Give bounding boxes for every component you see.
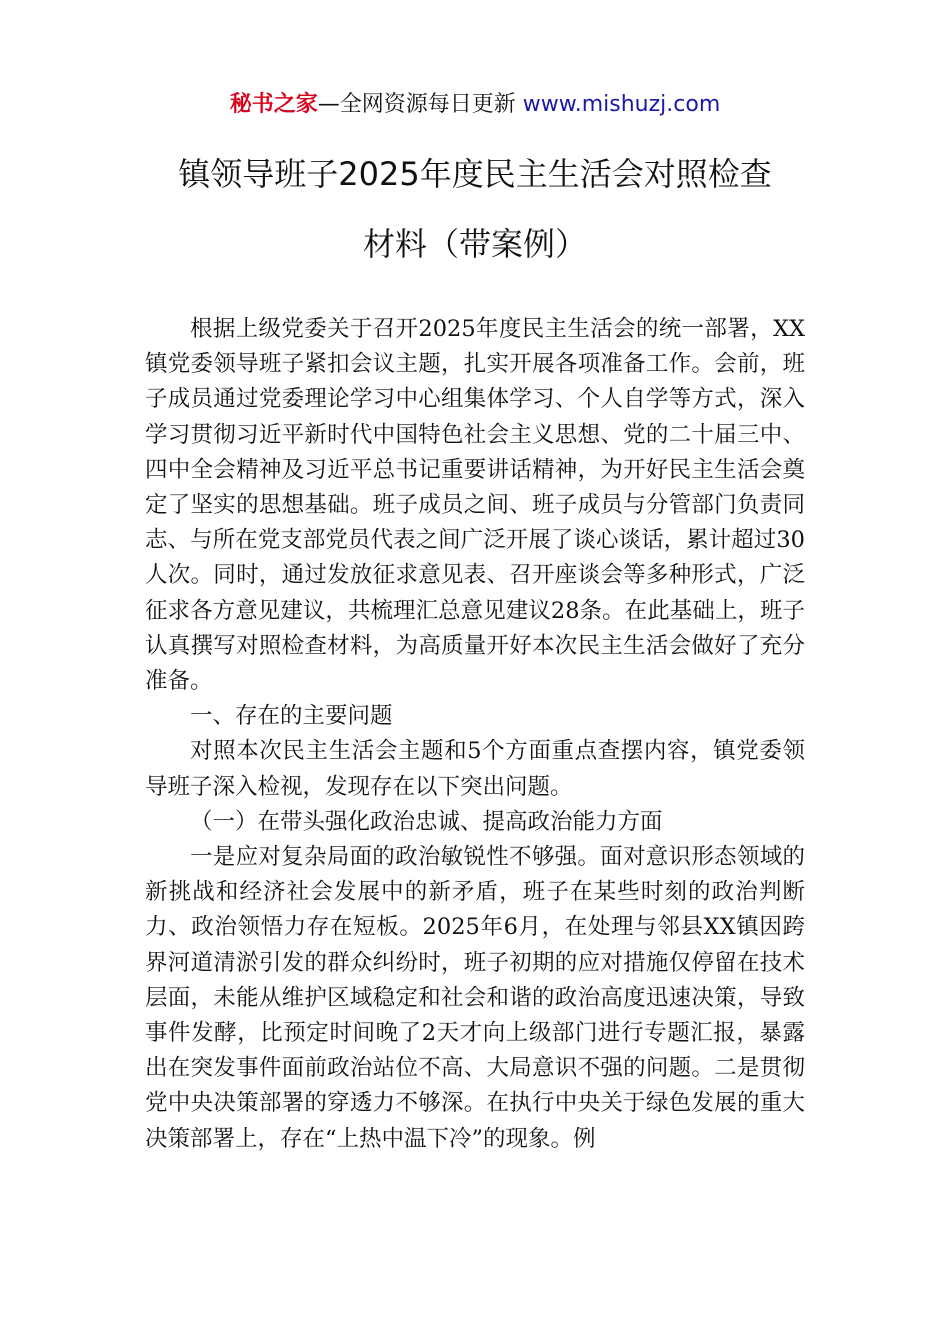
site-url-link[interactable]: www.mishuzj.com [522,92,721,117]
intro-paragraph: 根据上级党委关于召开2025年度民主生活会的统一部署，XX镇党委领导班子紧扣会议主题，扎实开展各项准备工作。会前，班子成员通过党委理论学习中心组集体学习、个人自学等方式，深入学习贯彻习近平新时代中国特色社会主义思想、党的二十届三中、四中全会精神及习近平总书记重要讲话精神，为开好民主生活会奠定了坚实的思想基础。班子成员之间、班子成员与分管部门负责同志、与所在党支部党员代表之间广泛开展了谈心谈话，累计超过30人次。同时，通过发放征求意见表、召开座谈会等多种形式，广泛征求各方意见建议，共梳理汇总意见建议28条。在此基础上，班子认真撰写对照检查材料，为高质量开好本次民主生活会做好了充分准备。 [145,316,805,695]
document-title-line-2: 材料（带案例） [362,225,587,263]
document-body [145,312,805,1157]
subsection-heading: （一）在带头强化政治忠诚、提高政治能力方面 [190,808,663,835]
brand-name: 秘书之家 [229,92,318,117]
document-title-line-1: 镇领导班子2025年度民主生活会对照检查 [178,155,772,193]
section-heading: 一、存在的主要问题 [190,703,393,730]
site-header [0,88,950,122]
section-intro-paragraph: 对照本次民主生活会主题和5个方面重点查摆内容，镇党委领导班子深入检视，发现存在以下突出问题。 [145,738,805,800]
issue-paragraph: 一是应对复杂局面的政治敏锐性不够强。面对意识形态领域的新挑战和经济社会发展中的新矛盾，班子在某些时刻的政治判断力、政治领悟力存在短板。2025年6月，在处理与邻县XX镇因跨界河道清淤引发的群众纠纷时，班子初期的应对措施仅停留在技术层面，未能从维护区域稳定和社会和谐的政治高度迅速决策，导致事件发酵，比预定时间晚了2天才向上级部门进行专题汇报，暴露出在突发事件面前政治站位不高、大局意识不强的问题。二是贯彻党中央决策部署的穿透力不够深。在执行中央关于绿色发展的重大决策部署上，存在“上热中温下冷”的现象。例 [145,844,805,1152]
header-tagline: —全网资源每日更新 [317,92,523,117]
